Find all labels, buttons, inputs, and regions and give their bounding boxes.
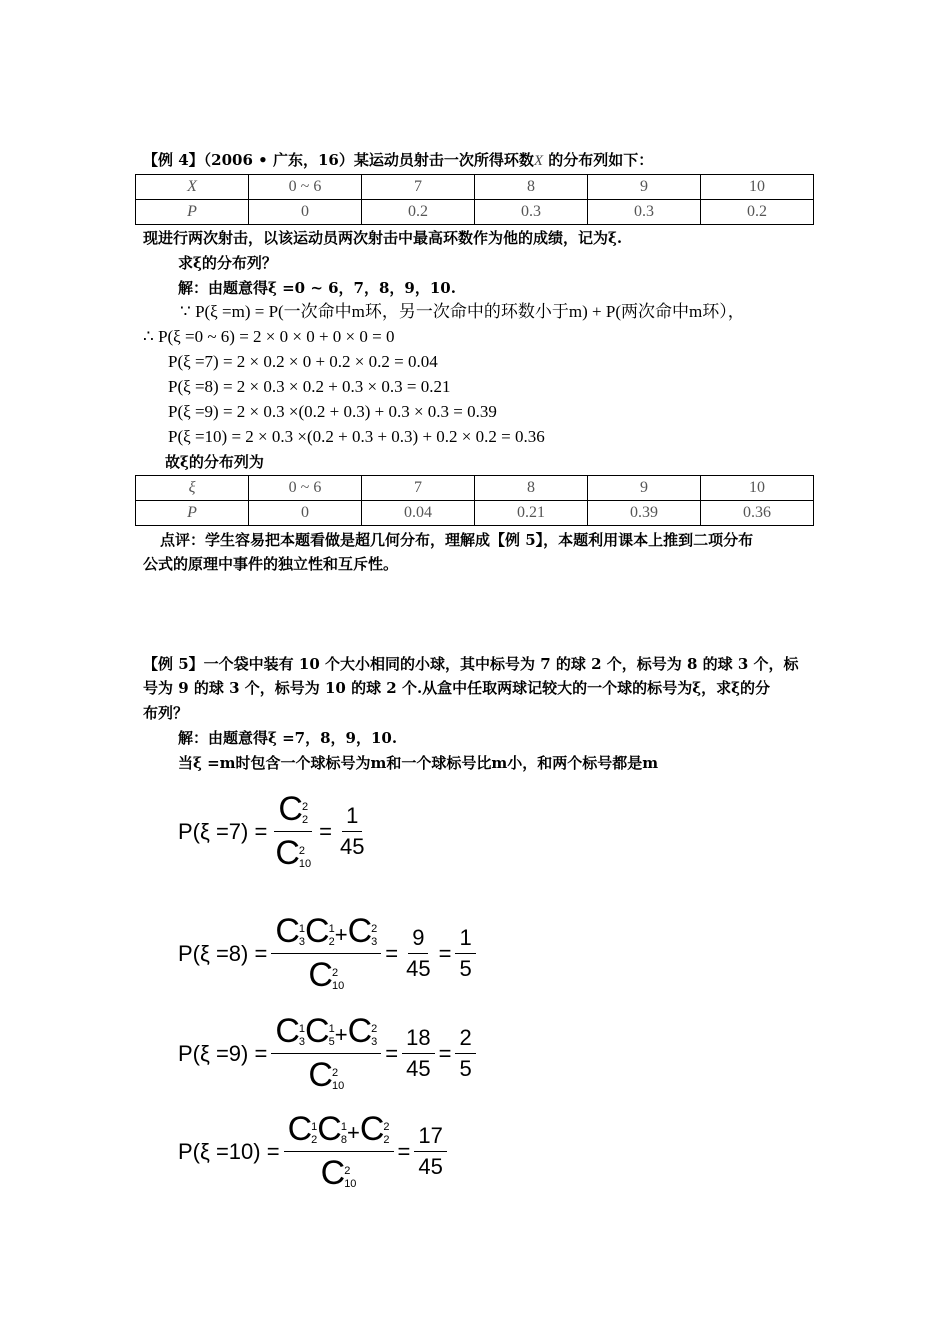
ex4-line4: ∵ P(ξ =m) = P(一次命中m环，另一次命中的环数小于m) + P(两次命中m环）， bbox=[180, 302, 745, 321]
equals: = bbox=[385, 940, 399, 966]
ex5-para-1: 【例 5】一个袋中装有 10 个大小相同的小球，其中标号为 7 的球 2 个，标号为 8 的球 3 个，标 bbox=[143, 655, 799, 673]
superscript: 1 bbox=[298, 1023, 306, 1036]
subscript: 3 bbox=[298, 1036, 306, 1049]
table-cell: 0.36 bbox=[701, 501, 814, 526]
plus-sign: + bbox=[346, 1120, 360, 1145]
table-cell: 10 bbox=[701, 476, 814, 501]
subscript: 2 bbox=[328, 936, 335, 949]
ex4-title bbox=[143, 150, 653, 171]
combination-c: C bbox=[275, 834, 300, 872]
combination-c: C bbox=[320, 1154, 346, 1192]
table-cell: 0 bbox=[249, 501, 362, 526]
superscript: 1 bbox=[340, 1121, 347, 1134]
superscript: 1 bbox=[311, 1121, 318, 1134]
combination-c: C bbox=[278, 790, 303, 828]
combination-c: C bbox=[287, 1110, 313, 1148]
numerator: 2 bbox=[455, 1025, 475, 1054]
subscript: 10 bbox=[298, 858, 312, 871]
table-cell: 10 bbox=[701, 175, 814, 200]
sup-sub bbox=[344, 1165, 356, 1191]
table-cell: ξ bbox=[136, 476, 249, 501]
superscript: 2 bbox=[331, 967, 339, 980]
ex4-line2: 求ξ的分布列？ bbox=[178, 254, 277, 272]
table-cell: P bbox=[136, 200, 249, 225]
fraction bbox=[284, 1110, 394, 1193]
table-cell: P bbox=[136, 501, 249, 526]
equals: = bbox=[385, 1040, 399, 1066]
subscript: 2 bbox=[301, 814, 309, 827]
fraction bbox=[402, 925, 434, 982]
table-cell: 7 bbox=[362, 175, 475, 200]
plus-sign: + bbox=[334, 922, 348, 947]
sup-sub bbox=[332, 967, 344, 993]
distribution-table-xi bbox=[135, 475, 814, 526]
numerator: 1 bbox=[455, 925, 475, 954]
ex4-eq10: P(ξ =10) = 2 × 0.3 ×(0.2 + 0.3 + 0.3) + 0.2 × 0.2 = 0.36 bbox=[168, 427, 545, 446]
equals: = bbox=[438, 940, 452, 966]
numerator: 18 bbox=[402, 1025, 434, 1054]
formula-p9 bbox=[178, 1012, 480, 1095]
ex4-comment-2: 公式的原理中事件的独立性和互斥性。 bbox=[143, 555, 399, 573]
numerator: 1 bbox=[342, 803, 362, 832]
table-cell: 0.2 bbox=[362, 200, 475, 225]
ex4-line1: 现进行两次射击，以该运动员两次射击中最高环数作为他的成绩，记为ξ. bbox=[143, 229, 623, 247]
fraction bbox=[336, 803, 368, 860]
table-cell: 0.2 bbox=[701, 200, 814, 225]
subscript: 2 bbox=[311, 1134, 318, 1147]
subscript: 2 bbox=[383, 1134, 390, 1147]
superscript: 1 bbox=[328, 923, 335, 936]
subscript: 5 bbox=[328, 1036, 335, 1049]
combination-c: C bbox=[308, 1056, 333, 1094]
numerator: 9 bbox=[408, 925, 428, 954]
formula-p10 bbox=[178, 1110, 451, 1193]
subscript: 10 bbox=[344, 1178, 357, 1191]
subscript: 3 bbox=[371, 936, 378, 949]
combination-c: C bbox=[347, 912, 373, 950]
combination-c: C bbox=[305, 912, 330, 950]
ex4-eq9: P(ξ =9) = 2 × 0.3 ×(0.2 + 0.3) + 0.3 × 0.3 = 0.39 bbox=[168, 402, 497, 421]
denominator: 5 bbox=[459, 956, 472, 981]
formula-lhs: P(ξ =7) = bbox=[178, 818, 268, 844]
fraction bbox=[414, 1123, 446, 1180]
combination-c: C bbox=[359, 1110, 385, 1148]
superscript: 1 bbox=[328, 1023, 335, 1036]
denominator bbox=[271, 832, 315, 873]
ex4-line5: 故ξ的分布列为 bbox=[165, 453, 264, 471]
table-cell: 0.3 bbox=[475, 200, 588, 225]
table-cell: 7 bbox=[362, 476, 475, 501]
formula-p7 bbox=[178, 790, 373, 873]
ex4-title-tail: 的分布列如下： bbox=[543, 151, 654, 169]
ex4-eq8: P(ξ =8) = 2 × 0.3 × 0.2 + 0.3 × 0.3 = 0.21 bbox=[168, 377, 451, 396]
ex4-line3: 解：由题意得ξ =0 ~ 6，7，8，9，10. bbox=[178, 279, 456, 297]
table-row bbox=[136, 200, 814, 225]
table-row bbox=[136, 175, 814, 200]
plus-sign: + bbox=[334, 1022, 348, 1047]
distribution-table-x bbox=[135, 174, 814, 225]
equals: = bbox=[319, 818, 333, 844]
numerator bbox=[284, 1110, 394, 1152]
ex4-eq0: ∴ P(ξ =0 ~ 6) = 2 × 0 × 0 + 0 × 0 = 0 bbox=[143, 327, 395, 346]
superscript: 2 bbox=[344, 1165, 351, 1178]
superscript: 2 bbox=[383, 1121, 390, 1134]
superscript: 2 bbox=[301, 801, 309, 814]
combination-c: C bbox=[347, 1012, 373, 1050]
formula-lhs: P(ξ =10) = bbox=[178, 1138, 280, 1164]
subscript: 10 bbox=[331, 980, 345, 993]
table-cell: 9 bbox=[588, 175, 701, 200]
table-cell: 0.3 bbox=[588, 200, 701, 225]
superscript: 2 bbox=[331, 1067, 339, 1080]
combination-c: C bbox=[275, 912, 300, 950]
table-row bbox=[136, 476, 814, 501]
denominator: 45 bbox=[418, 1154, 443, 1179]
table-cell: 9 bbox=[588, 476, 701, 501]
equals: = bbox=[438, 1040, 452, 1066]
denominator: 45 bbox=[340, 834, 365, 859]
ex5-solution: 解：由题意得ξ =7，8，9，10. bbox=[178, 729, 398, 747]
fraction bbox=[271, 1012, 381, 1095]
table-cell: 0.39 bbox=[588, 501, 701, 526]
superscript: 2 bbox=[371, 923, 378, 936]
denominator bbox=[304, 954, 348, 995]
subscript: 10 bbox=[331, 1080, 345, 1093]
table-cell: 0.04 bbox=[362, 501, 475, 526]
sup-sub bbox=[383, 1121, 389, 1147]
table-cell: 0 ~ 6 bbox=[249, 175, 362, 200]
ex4-title-var: X bbox=[533, 153, 543, 169]
fraction bbox=[455, 925, 475, 982]
equals: = bbox=[397, 1138, 411, 1164]
numerator bbox=[271, 912, 381, 954]
subscript: 3 bbox=[371, 1036, 378, 1049]
table-cell: 0 ~ 6 bbox=[249, 476, 362, 501]
fraction bbox=[271, 790, 315, 873]
combination-c: C bbox=[317, 1110, 342, 1148]
ex5-para-3: 布列？ bbox=[143, 704, 189, 722]
table-cell: 0 bbox=[249, 200, 362, 225]
combination-c: C bbox=[305, 1012, 330, 1050]
formula-lhs: P(ξ =8) = bbox=[178, 940, 268, 966]
denominator bbox=[317, 1152, 361, 1193]
table-cell: X bbox=[136, 175, 249, 200]
sup-sub bbox=[371, 923, 377, 949]
fraction bbox=[455, 1025, 475, 1082]
subscript: 8 bbox=[340, 1134, 347, 1147]
table-cell: 8 bbox=[475, 476, 588, 501]
numerator bbox=[274, 790, 312, 832]
sup-sub bbox=[332, 1067, 344, 1093]
denominator bbox=[304, 1054, 348, 1095]
formula-lhs: P(ξ =9) = bbox=[178, 1040, 268, 1066]
ex4-title-text: 【例 4】（2006 • 广东，16）某运动员射击一次所得环数 bbox=[143, 151, 534, 169]
superscript: 2 bbox=[298, 845, 306, 858]
numerator: 17 bbox=[414, 1123, 446, 1152]
formula-p8 bbox=[178, 912, 480, 995]
sup-sub bbox=[371, 1023, 377, 1049]
superscript: 1 bbox=[298, 923, 306, 936]
denominator: 5 bbox=[459, 1056, 472, 1081]
denominator: 45 bbox=[406, 956, 431, 981]
ex4-eq7: P(ξ =7) = 2 × 0.2 × 0 + 0.2 × 0.2 = 0.04 bbox=[168, 352, 438, 371]
combination-c: C bbox=[308, 956, 333, 994]
fraction bbox=[402, 1025, 434, 1082]
sup-sub bbox=[299, 845, 311, 871]
combination-c: C bbox=[275, 1012, 300, 1050]
denominator: 45 bbox=[406, 1056, 431, 1081]
table-cell: 0.21 bbox=[475, 501, 588, 526]
table-cell: 8 bbox=[475, 175, 588, 200]
subscript: 3 bbox=[298, 936, 306, 949]
ex4-comment-1: 点评：学生容易把本题看做是超几何分布，理解成【例 5】，本题利用课本上推到二项分布 bbox=[160, 531, 754, 549]
fraction bbox=[271, 912, 381, 995]
numerator bbox=[271, 1012, 381, 1054]
ex5-when: 当ξ =m时包含一个球标号为m和一个球标号比m小，和两个标号都是m bbox=[178, 754, 659, 772]
table-row bbox=[136, 501, 814, 526]
sup-sub bbox=[302, 801, 308, 827]
ex5-para-2: 号为 9 的球 3 个，标号为 10 的球 2 个.从盒中任取两球记较大的一个球的标号为ξ，求ξ的分 bbox=[143, 679, 770, 697]
superscript: 2 bbox=[371, 1023, 378, 1036]
